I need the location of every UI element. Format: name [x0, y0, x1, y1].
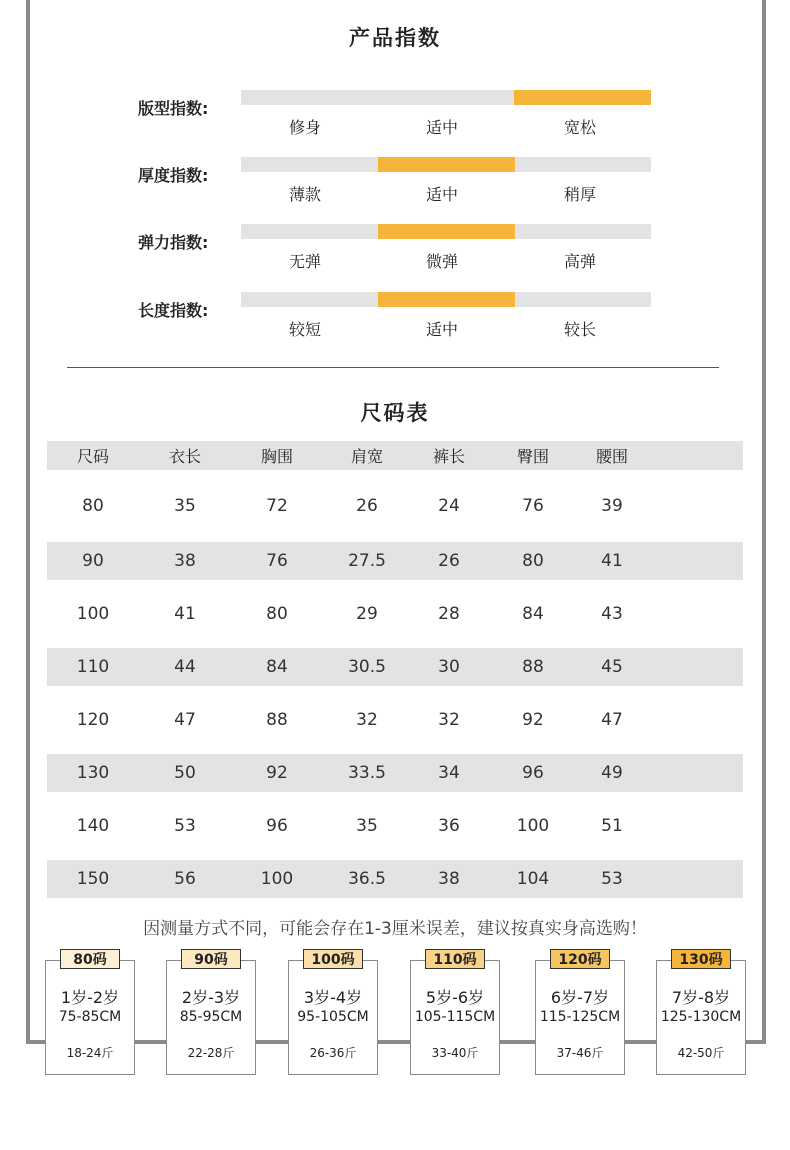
table-cell: 104 — [516, 869, 550, 889]
weight-range: 26-36斤 — [309, 1046, 357, 1060]
table-row — [47, 470, 743, 542]
table-cell: 39 — [601, 496, 623, 516]
height-range: 115-125CM — [539, 1009, 621, 1025]
index-option: 稍厚 — [563, 185, 596, 204]
table-cell: 84 — [266, 657, 288, 677]
table-cell: 140 — [76, 816, 110, 836]
table-cell: 24 — [438, 496, 460, 516]
height-range: 105-115CM — [414, 1009, 496, 1025]
table-header-cell: 裤长 — [432, 447, 465, 466]
weight-range: 37-46斤 — [556, 1046, 604, 1060]
measurement-note: 因测量方式不同，可能会存在1-3厘米误差，建议按真实身高选购！ — [143, 919, 647, 939]
table-cell: 76 — [522, 496, 544, 516]
height-range: 85-95CM — [179, 1009, 243, 1025]
index-track — [241, 90, 651, 105]
table-cell: 53 — [174, 816, 196, 836]
index-highlight — [378, 157, 515, 172]
table-cell: 41 — [601, 551, 623, 571]
table-cell: 35 — [356, 816, 378, 836]
table-header-cell: 腰围 — [595, 447, 628, 466]
table-header-cell: 胸围 — [260, 447, 293, 466]
table-cell: 47 — [601, 710, 623, 730]
table-cell: 36.5 — [348, 869, 386, 889]
size-card — [656, 952, 746, 1075]
table-cell: 44 — [174, 657, 196, 677]
index-option: 适中 — [425, 185, 458, 204]
index-option: 较短 — [288, 320, 321, 339]
table-cell: 36 — [438, 816, 460, 836]
index-label: 厚度指数: — [138, 166, 209, 185]
index-highlight — [514, 90, 651, 105]
table-cell: 80 — [522, 551, 544, 571]
weight-range: 42-50斤 — [677, 1046, 725, 1060]
size-tag: 100码 — [303, 949, 363, 969]
table-cell: 80 — [82, 496, 104, 516]
table-row — [47, 754, 743, 792]
size-tag: 110码 — [425, 949, 485, 969]
table-cell: 26 — [438, 551, 460, 571]
index-option: 修身 — [288, 118, 321, 137]
table-cell: 33.5 — [348, 763, 386, 783]
table-cell: 96 — [266, 816, 288, 836]
index-track — [241, 157, 651, 172]
table-cell: 30 — [438, 657, 460, 677]
table-cell: 72 — [266, 496, 288, 516]
table-cell: 53 — [601, 869, 623, 889]
table-cell: 51 — [601, 816, 623, 836]
table-header-row — [47, 441, 743, 470]
height-range: 75-85CM — [58, 1009, 122, 1025]
table-cell: 45 — [601, 657, 623, 677]
table-cell: 76 — [266, 551, 288, 571]
table-cell: 41 — [174, 604, 196, 624]
table-cell: 100 — [516, 816, 550, 836]
height-range: 95-105CM — [297, 1009, 369, 1025]
table-cell: 50 — [174, 763, 196, 783]
index-option: 薄款 — [288, 185, 321, 204]
table-cell: 27.5 — [348, 551, 386, 571]
weight-range: 18-24斤 — [66, 1046, 114, 1060]
table-row — [47, 686, 743, 754]
table-cell: 43 — [601, 604, 623, 624]
index-option: 适中 — [425, 320, 458, 339]
size-card — [288, 952, 378, 1075]
age-range: 3岁-4岁 — [303, 988, 363, 1007]
table-cell: 32 — [438, 710, 460, 730]
table-cell: 28 — [438, 604, 460, 624]
table-header-cell: 肩宽 — [350, 447, 383, 466]
table-cell: 80 — [266, 604, 288, 624]
age-range: 1岁-2岁 — [60, 988, 120, 1007]
index-highlight — [378, 224, 515, 239]
index-option: 无弹 — [288, 252, 321, 271]
age-range: 5岁-6岁 — [425, 988, 485, 1007]
product-index-title: 产品指数 — [349, 26, 441, 50]
index-row — [0, 157, 790, 217]
index-row — [0, 292, 790, 352]
size-card — [45, 952, 135, 1075]
table-cell: 26 — [356, 496, 378, 516]
table-cell: 88 — [266, 710, 288, 730]
table-cell: 92 — [266, 763, 288, 783]
table-row — [47, 792, 743, 860]
table-cell: 130 — [76, 763, 110, 783]
table-cell: 92 — [522, 710, 544, 730]
table-cell: 29 — [356, 604, 378, 624]
table-cell: 38 — [438, 869, 460, 889]
table-cell: 32 — [356, 710, 378, 730]
age-range: 7岁-8岁 — [671, 988, 731, 1007]
table-row — [47, 542, 743, 580]
size-chart-table — [47, 441, 743, 898]
index-row — [0, 224, 790, 284]
height-range: 125-130CM — [660, 1009, 742, 1025]
size-card — [535, 952, 625, 1075]
table-cell: 120 — [76, 710, 110, 730]
table-cell: 110 — [76, 657, 110, 677]
index-option: 高弹 — [563, 252, 596, 271]
size-tag: 80码 — [60, 949, 120, 969]
index-option: 微弹 — [425, 252, 458, 271]
table-cell: 100 — [260, 869, 294, 889]
size-tag: 90码 — [181, 949, 241, 969]
table-cell: 49 — [601, 763, 623, 783]
table-cell: 84 — [522, 604, 544, 624]
table-header-cell: 臀围 — [516, 447, 549, 466]
table-cell: 150 — [76, 869, 110, 889]
age-range: 2岁-3岁 — [181, 988, 241, 1007]
index-row — [0, 90, 790, 150]
table-cell: 35 — [174, 496, 196, 516]
table-cell: 90 — [82, 551, 104, 571]
table-cell: 38 — [174, 551, 196, 571]
table-row — [47, 648, 743, 686]
table-cell: 100 — [76, 604, 110, 624]
frame-border-bottom — [26, 1040, 766, 1044]
table-cell: 56 — [174, 869, 196, 889]
index-option: 适中 — [425, 118, 458, 137]
table-cell: 88 — [522, 657, 544, 677]
index-label: 弹力指数: — [138, 233, 209, 252]
index-track — [241, 224, 651, 239]
weight-range: 22-28斤 — [187, 1046, 235, 1060]
index-label: 长度指数: — [138, 301, 209, 320]
index-option: 较长 — [563, 320, 596, 339]
table-cell: 30.5 — [348, 657, 386, 677]
table-row — [47, 580, 743, 648]
size-card — [166, 952, 256, 1075]
age-range: 6岁-7岁 — [550, 988, 610, 1007]
table-cell: 96 — [522, 763, 544, 783]
size-tag: 120码 — [550, 949, 610, 969]
table-cell: 47 — [174, 710, 196, 730]
index-option: 宽松 — [563, 118, 596, 137]
size-card — [410, 952, 500, 1075]
index-highlight — [378, 292, 515, 307]
index-track — [241, 292, 651, 307]
section-divider — [67, 367, 719, 368]
weight-range: 33-40斤 — [431, 1046, 479, 1060]
size-tag: 130码 — [671, 949, 731, 969]
table-header-cell: 衣长 — [168, 447, 201, 466]
size-chart-title: 尺码表 — [360, 401, 430, 425]
index-label: 版型指数: — [138, 99, 209, 118]
table-cell: 34 — [438, 763, 460, 783]
table-header-cell: 尺码 — [76, 447, 109, 466]
table-row — [47, 860, 743, 898]
